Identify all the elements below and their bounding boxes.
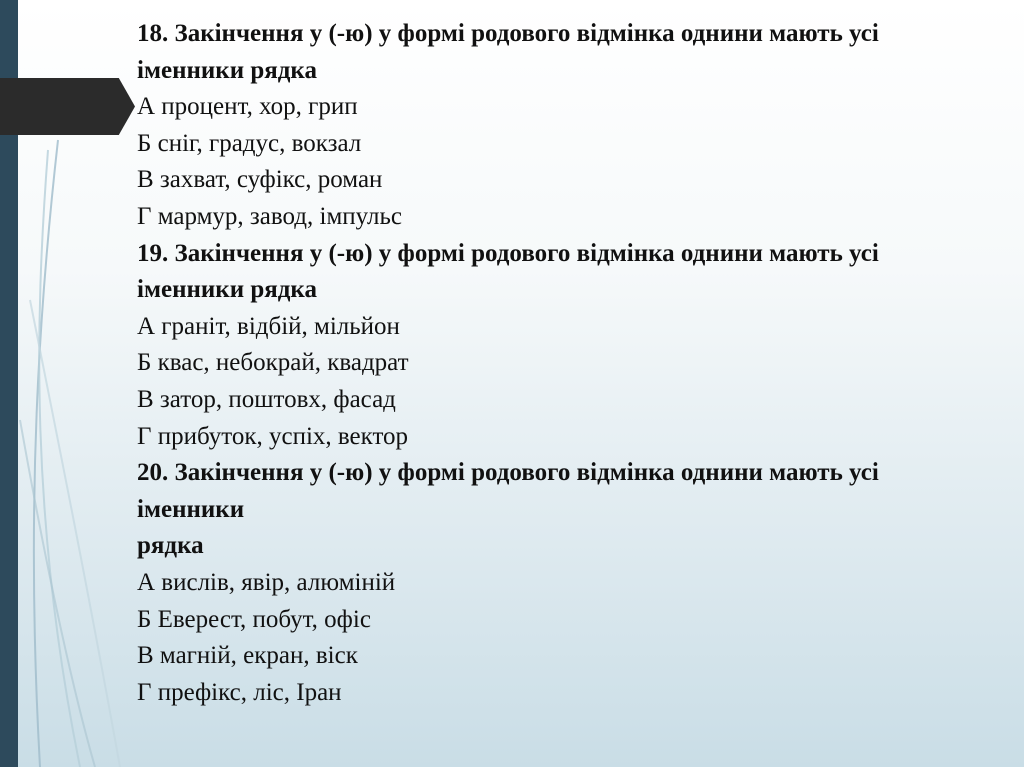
question-text	[137, 16, 1018, 89]
answer-option: А граніт, відбій, мільйон	[137, 312, 400, 340]
question-text	[137, 455, 1018, 565]
question-line: 19. Закінчення у (-ю) у формі родового відмінка однини мають усі	[137, 239, 879, 267]
question-19	[137, 236, 1018, 456]
answer-option: Б Еверест, побут, офіс	[137, 605, 371, 633]
arrow-tab-shape	[0, 78, 135, 135]
answer-option: Б сніг, градус, вокзал	[137, 129, 362, 157]
answer-option: В затор, поштовх, фасад	[137, 385, 396, 413]
question-list	[137, 16, 1018, 711]
answer-option: А вислів, явір, алюміній	[137, 568, 396, 596]
answer-option: А процент, хор, грип	[137, 93, 358, 121]
answer-option: Г префікс, ліс, Іран	[137, 678, 342, 706]
answer-option: В магній, екран, віск	[137, 642, 358, 670]
answer-option: Б квас, небокрай, квадрат	[137, 349, 409, 377]
answer-option: Г прибуток, успіх, вектор	[137, 422, 409, 450]
question-text	[137, 236, 1018, 309]
answer-option: В захват, суфікс, роман	[137, 166, 383, 194]
question-18	[137, 16, 1018, 236]
question-line: іменники	[137, 495, 245, 523]
question-line: 20. Закінчення у (-ю) у формі родового відмінка однини мають усі	[137, 459, 879, 487]
question-line: 18. Закінчення у (-ю) у формі родового відмінка однини мають усі	[137, 20, 879, 47]
question-20	[137, 455, 1018, 711]
question-line: іменники рядка	[137, 276, 317, 304]
question-line: рядка	[137, 532, 204, 560]
answer-option: Г мармур, завод, імпульс	[137, 202, 403, 230]
question-line: іменники рядка	[137, 56, 317, 84]
